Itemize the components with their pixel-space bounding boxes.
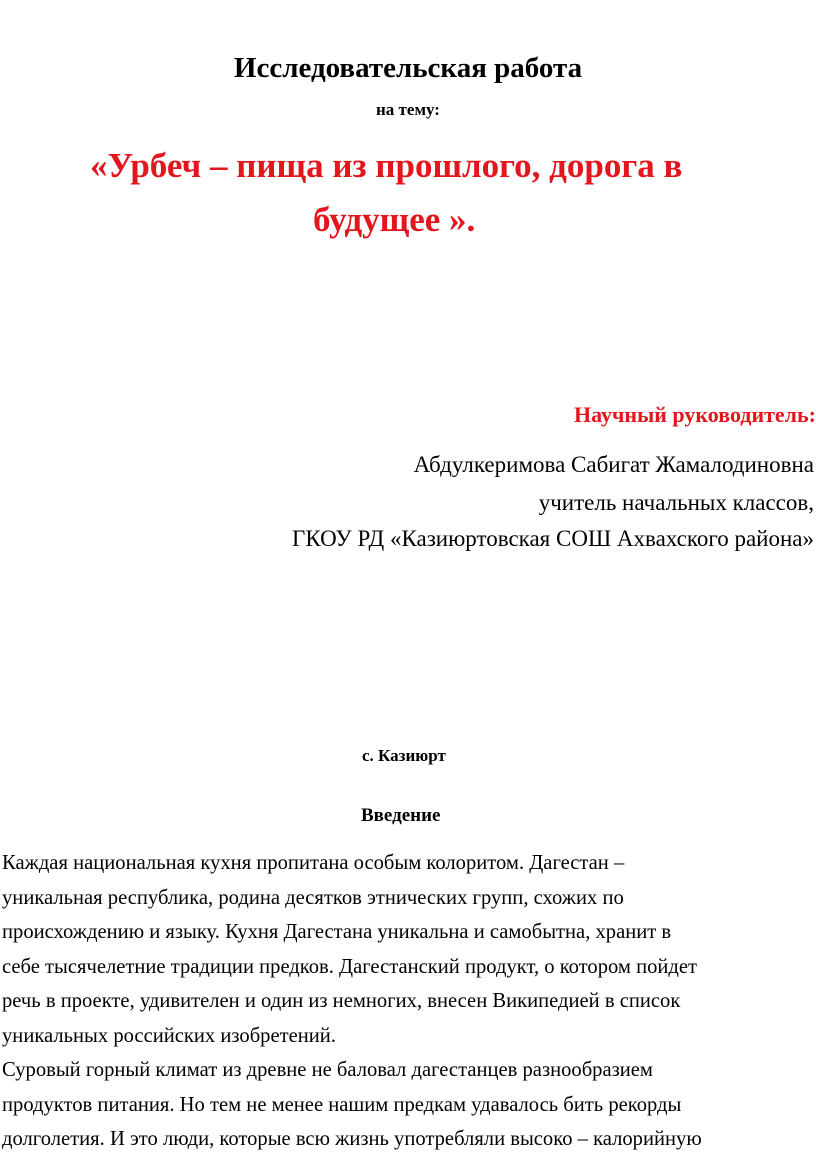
intro-heading: Введение — [361, 805, 441, 826]
supervisor-role: учитель начальных классов, — [538, 490, 814, 515]
text-line: себе тысячелетние традиции предков. Дагестанский продукт, о котором пойдет — [2, 955, 698, 978]
place-label: с. Казиюрт — [362, 746, 446, 765]
supervisor-school: ГКОУ РД «Казиюртовская СОШ Ахвахского района» — [292, 526, 814, 551]
text-line: Суровый горный климат из древне не баловал дагестанцев разнообразием — [2, 1059, 653, 1081]
text-line: происхождению и языку. Кухня Дагестана уникальна и самобытна, хранит в — [2, 921, 672, 943]
text-line: уникальная республика, родина десятков этнических групп, схожих по — [2, 886, 624, 909]
text-line: речь в проекте, удивителен и один из немногих, внесен Википедией в список — [2, 990, 681, 1012]
topic-title-line-1: «Урбеч – пища из прошлого, дорога в — [90, 146, 683, 185]
text-line: продуктов питания. Но тем не менее нашим предкам удавалось бить рекорды — [2, 1093, 682, 1116]
document-subtitle: на тему: — [376, 100, 440, 119]
intro-paragraph — [0, 846, 816, 1157]
supervisor-name: Абдулкеримова Сабигат Жамалодиновна — [413, 452, 814, 477]
text-line: Каждая национальная кухня пропитана особым колоритом. Дагестан – — [2, 852, 625, 874]
document-title: Исследовательская работа — [233, 52, 583, 84]
text-line: долголетия. И это люди, которые всю жизнь употребляли высоко – калорийную — [2, 1128, 702, 1150]
text-line: уникальных российских изобретений. — [2, 1024, 336, 1047]
supervisor-label: Научный руководитель: — [574, 402, 816, 427]
topic-title-line-2: будущее ». — [313, 200, 476, 239]
